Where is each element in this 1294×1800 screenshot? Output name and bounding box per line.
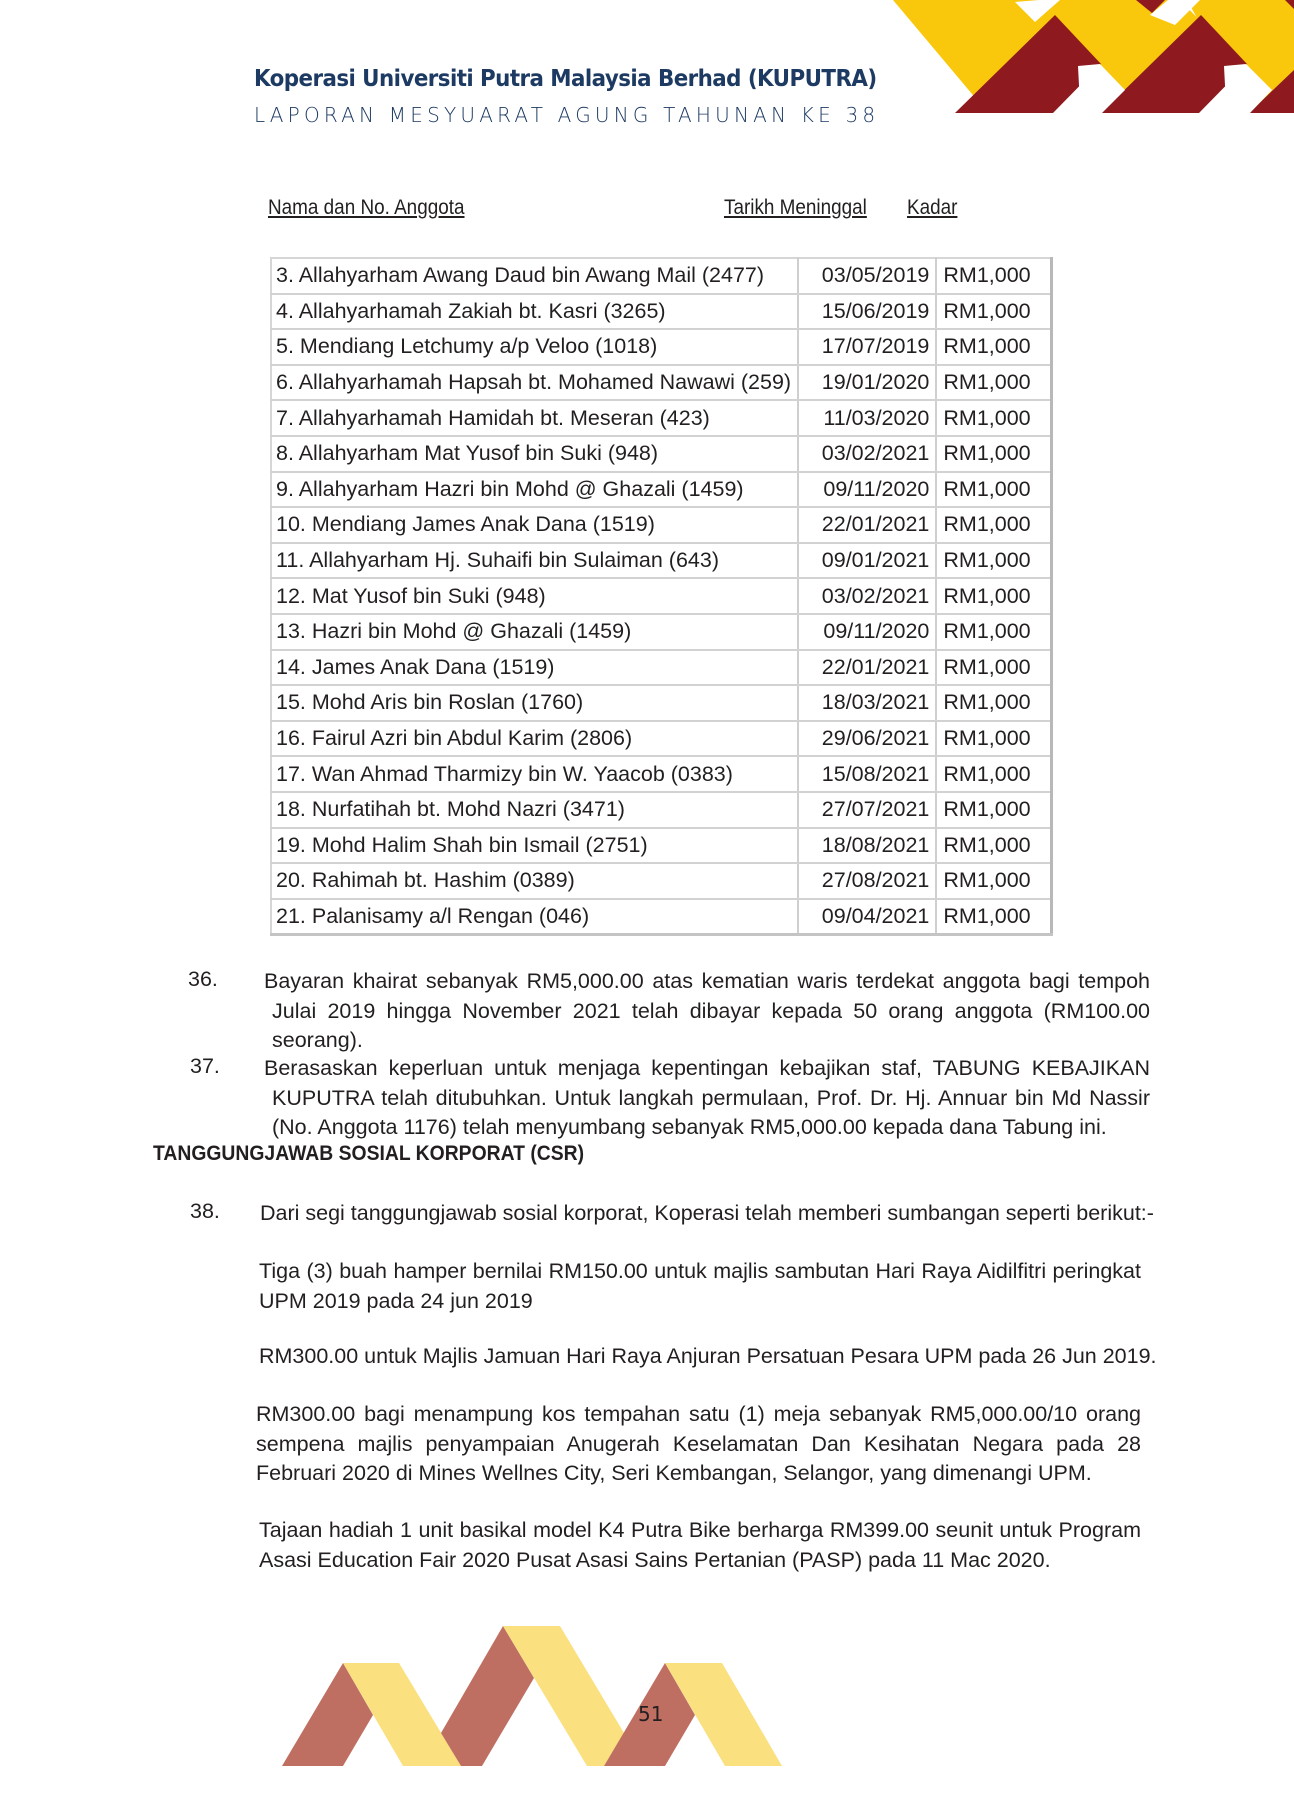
page-number: 51 — [638, 1702, 664, 1726]
member-name-cell: 9. Allahyarham Hazri bin Mohd @ Ghazali (1459) — [271, 472, 798, 508]
date-of-death-cell: 09/11/2020 — [798, 614, 936, 650]
rate-cell: RM1,000 — [936, 863, 1051, 899]
member-name-cell: 8. Allahyarham Mat Yusof bin Suki (948) — [271, 436, 798, 472]
csr-item-3: RM300.00 bagi menampung kos tempahan satu (1) meja sebanyak RM5,000.00/10 orang sempena majlis penyampaian Anugerah Keselamatan Dan Kesihatan Negara pada 28 Februari 2020 di Mines Wellnes City, Seri Kembangan, Selangor, yang dimenangi UPM. — [256, 1402, 1141, 1485]
csr-item-4: Tajaan hadiah 1 unit basikal model K4 Putra Bike berharga RM399.00 seunit untuk Program Asasi Education Fair 2020 Pusat Asasi Sains Pertanian (PASP) pada 11 Mac 2020. — [259, 1518, 1141, 1572]
date-of-death-cell: 09/11/2020 — [798, 472, 936, 508]
paragraph-38-text: Dari segi tanggungjawab sosial korporat, Koperasi telah memberi sumbangan seperti berikut:- — [260, 1201, 1154, 1225]
date-of-death-cell: 18/08/2021 — [798, 828, 936, 864]
member-name-cell: 11. Allahyarham Hj. Suhaifi bin Sulaiman (643) — [271, 543, 798, 579]
rate-cell: RM1,000 — [936, 578, 1051, 614]
rate-cell: RM1,000 — [936, 685, 1051, 721]
csr-item-2: RM300.00 untuk Majlis Jamuan Hari Raya Anjuran Persatuan Pesara UPM pada 26 Jun 2019. — [259, 1344, 1157, 1368]
member-name-cell: 14. James Anak Dana (1519) — [271, 650, 798, 686]
date-of-death-cell: 15/08/2021 — [798, 756, 936, 792]
date-of-death-cell: 03/02/2021 — [798, 578, 936, 614]
rate-cell: RM1,000 — [936, 294, 1051, 330]
member-name-cell: 10. Mendiang James Anak Dana (1519) — [271, 507, 798, 543]
rate-cell: RM1,000 — [936, 400, 1051, 436]
member-name-cell: 7. Allahyarhamah Hamidah bt. Meseran (423) — [271, 400, 798, 436]
paragraph-37-text: Berasaskan keperluan untuk menjaga kepentingan kebajikan staf, TABUNG KEBAJIKAN KUPUTRA telah ditubuhkan. Untuk langkah permulaan, Prof. Dr. Hj. Annuar bin Md Nassir (No. Anggota 1176) telah menyumbang sebanyak RM5,000.00 kepada dana Tabung ini. — [264, 1056, 1150, 1139]
date-of-death-cell: 29/06/2021 — [798, 721, 936, 757]
date-of-death-cell: 18/03/2021 — [798, 685, 936, 721]
member-name-cell: 6. Allahyarhamah Hapsah bt. Mohamed Nawawi (259) — [271, 365, 798, 401]
rate-cell: RM1,000 — [936, 899, 1051, 935]
section-heading-csr: TANGGUNGJAWAB SOSIAL KORPORAT (CSR) — [153, 1141, 585, 1165]
date-of-death-cell: 09/01/2021 — [798, 543, 936, 579]
member-name-cell: 3. Allahyarham Awang Daud bin Awang Mail (2477) — [271, 258, 798, 294]
rate-cell: RM1,000 — [936, 258, 1051, 294]
date-of-death-cell: 17/07/2019 — [798, 329, 936, 365]
date-of-death-cell: 22/01/2021 — [798, 650, 936, 686]
paragraph-number-36: 36. — [188, 967, 218, 991]
rate-cell: RM1,000 — [936, 365, 1051, 401]
date-of-death-cell: 22/01/2021 — [798, 507, 936, 543]
column-header-rate: Kadar — [907, 196, 958, 219]
column-header-date: Tarikh Meninggal — [724, 196, 867, 219]
paragraph-number-37: 37. — [190, 1054, 220, 1078]
rate-cell: RM1,000 — [936, 828, 1051, 864]
member-name-cell: 13. Hazri bin Mohd @ Ghazali (1459) — [271, 614, 798, 650]
document-subtitle: LAPORAN MESYUARAT AGUNG TAHUNAN KE 38 — [254, 103, 880, 127]
rate-cell: RM1,000 — [936, 329, 1051, 365]
rate-cell: RM1,000 — [936, 792, 1051, 828]
date-of-death-cell: 15/06/2019 — [798, 294, 936, 330]
rate-cell: RM1,000 — [936, 650, 1051, 686]
member-name-cell: 4. Allahyarhamah Zakiah bt. Kasri (3265) — [271, 294, 798, 330]
rate-cell: RM1,000 — [936, 436, 1051, 472]
date-of-death-cell: 19/01/2020 — [798, 365, 936, 401]
rate-cell: RM1,000 — [936, 472, 1051, 508]
member-name-cell: 16. Fairul Azri bin Abdul Karim (2806) — [271, 721, 798, 757]
rate-cell: RM1,000 — [936, 543, 1051, 579]
rate-cell: RM1,000 — [936, 721, 1051, 757]
csr-item-1: Tiga (3) buah hamper bernilai RM150.00 untuk majlis sambutan Hari Raya Aidilfitri peringkat UPM 2019 pada 24 jun 2019 — [259, 1259, 1141, 1313]
paragraph-number-38: 38. — [190, 1199, 220, 1223]
member-name-cell: 5. Mendiang Letchumy a/p Veloo (1018) — [271, 329, 798, 365]
paragraph-36-text: Bayaran khairat sebanyak RM5,000.00 atas kematian waris terdekat anggota bagi tempoh Julai 2019 hingga November 2021 telah dibayar kepada 50 orang anggota (RM100.00 seorang). — [264, 969, 1150, 1052]
member-name-cell: 20. Rahimah bt. Hashim (0389) — [271, 863, 798, 899]
date-of-death-cell: 09/04/2021 — [798, 899, 936, 935]
member-name-cell: 19. Mohd Halim Shah bin Ismail (2751) — [271, 828, 798, 864]
rate-cell: RM1,000 — [936, 614, 1051, 650]
date-of-death-cell: 03/02/2021 — [798, 436, 936, 472]
date-of-death-cell: 03/05/2019 — [798, 258, 936, 294]
rate-cell: RM1,000 — [936, 507, 1051, 543]
date-of-death-cell: 27/08/2021 — [798, 863, 936, 899]
member-name-cell: 21. Palanisamy a/l Rengan (046) — [271, 899, 798, 935]
rate-cell: RM1,000 — [936, 756, 1051, 792]
column-header-name: Nama dan No. Anggota — [268, 196, 465, 219]
member-name-cell: 17. Wan Ahmad Tharmizy bin W. Yaacob (0383) — [271, 756, 798, 792]
date-of-death-cell: 27/07/2021 — [798, 792, 936, 828]
member-name-cell: 12. Mat Yusof bin Suki (948) — [271, 578, 798, 614]
member-name-cell: 18. Nurfatihah bt. Mohd Nazri (3471) — [271, 792, 798, 828]
member-name-cell: 15. Mohd Aris bin Roslan (1760) — [271, 685, 798, 721]
document-title: Koperasi Universiti Putra Malaysia Berhad (KUPUTRA) — [254, 66, 877, 92]
date-of-death-cell: 11/03/2020 — [798, 400, 936, 436]
